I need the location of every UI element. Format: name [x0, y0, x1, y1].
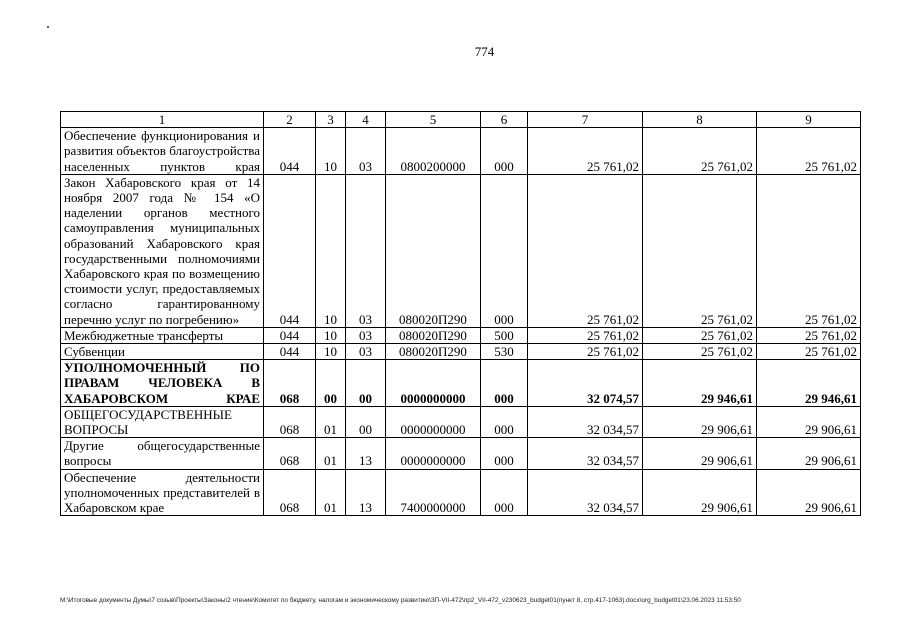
cell-code: 068 [264, 360, 316, 407]
table-row [61, 469, 861, 516]
scan-speck [47, 26, 49, 28]
cell-subsection: 00 [346, 360, 386, 407]
row-name: ОБЩЕГОСУДАРСТВЕННЫЕ ВОПРОСЫ [61, 406, 264, 437]
row-name: УПОЛНОМОЧЕННЫЙ ПО ПРАВАМ ЧЕЛОВЕКА В ХАБАРОВСКОМ КРАЕ [61, 360, 264, 407]
row-name: Обеспечение функционирования и развития объектов благоустройства населенных пунктов края [61, 128, 264, 175]
cell-section: 10 [316, 174, 346, 327]
cell-amount-2: 25 761,02 [643, 174, 757, 327]
cell-target: 0000000000 [386, 438, 481, 469]
cell-code: 068 [264, 406, 316, 437]
row-name: Обеспечение деятельности уполномоченных представителей в Хабаровском крае [61, 469, 264, 516]
cell-section: 01 [316, 406, 346, 437]
cell-section: 10 [316, 344, 346, 360]
cell-section: 10 [316, 128, 346, 175]
cell-amount-3: 29 946,61 [757, 360, 861, 407]
cell-subsection: 13 [346, 438, 386, 469]
cell-amount-3: 25 761,02 [757, 128, 861, 175]
cell-subsection: 03 [346, 174, 386, 327]
cell-amount-1: 32 034,57 [528, 469, 643, 516]
cell-amount-2: 29 906,61 [643, 406, 757, 437]
cell-code: 068 [264, 469, 316, 516]
row-name: Другие общегосударственные вопросы [61, 438, 264, 469]
cell-subsection: 13 [346, 469, 386, 516]
cell-amount-1: 32 074,57 [528, 360, 643, 407]
cell-amount-2: 29 906,61 [643, 469, 757, 516]
col-header: 1 [61, 112, 264, 128]
cell-code: 044 [264, 128, 316, 175]
cell-amount-3: 29 906,61 [757, 469, 861, 516]
cell-amount-2: 25 761,02 [643, 128, 757, 175]
cell-amount-2: 29 946,61 [643, 360, 757, 407]
table-row [61, 438, 861, 469]
cell-expense-type: 530 [481, 344, 528, 360]
col-header: 5 [386, 112, 481, 128]
cell-amount-3: 25 761,02 [757, 327, 861, 343]
cell-amount-2: 29 906,61 [643, 438, 757, 469]
cell-subsection: 00 [346, 406, 386, 437]
col-header: 3 [316, 112, 346, 128]
cell-amount-1: 25 761,02 [528, 344, 643, 360]
table-row [61, 406, 861, 437]
cell-amount-3: 25 761,02 [757, 344, 861, 360]
cell-section: 10 [316, 327, 346, 343]
table-row [61, 174, 861, 327]
cell-target: 080020П290 [386, 327, 481, 343]
col-header: 8 [643, 112, 757, 128]
cell-target: 080020П290 [386, 344, 481, 360]
row-name: Межбюджетные трансферты [61, 327, 264, 343]
col-header: 9 [757, 112, 861, 128]
cell-section: 00 [316, 360, 346, 407]
cell-expense-type: 000 [481, 174, 528, 327]
cell-expense-type: 500 [481, 327, 528, 343]
col-header: 6 [481, 112, 528, 128]
cell-code: 044 [264, 174, 316, 327]
cell-expense-type: 000 [481, 128, 528, 175]
row-name: Субвенции [61, 344, 264, 360]
budget-table [60, 111, 861, 516]
cell-amount-1: 32 034,57 [528, 406, 643, 437]
cell-expense-type: 000 [481, 406, 528, 437]
page-number: 774 [474, 44, 495, 59]
cell-subsection: 03 [346, 327, 386, 343]
cell-expense-type: 000 [481, 360, 528, 407]
cell-expense-type: 000 [481, 469, 528, 516]
cell-amount-3: 29 906,61 [757, 438, 861, 469]
cell-subsection: 03 [346, 344, 386, 360]
cell-target: 0000000000 [386, 406, 481, 437]
cell-code: 068 [264, 438, 316, 469]
cell-target: 0000000000 [386, 360, 481, 407]
cell-section: 01 [316, 469, 346, 516]
table-row [61, 327, 861, 343]
cell-amount-1: 25 761,02 [528, 174, 643, 327]
cell-code: 044 [264, 327, 316, 343]
cell-target: 0800200000 [386, 128, 481, 175]
cell-amount-1: 32 034,57 [528, 438, 643, 469]
cell-amount-2: 25 761,02 [643, 344, 757, 360]
cell-expense-type: 000 [481, 438, 528, 469]
col-header: 4 [346, 112, 386, 128]
table-row [61, 344, 861, 360]
cell-amount-2: 25 761,02 [643, 327, 757, 343]
cell-amount-1: 25 761,02 [528, 327, 643, 343]
cell-code: 044 [264, 344, 316, 360]
col-header: 7 [528, 112, 643, 128]
col-header: 2 [264, 112, 316, 128]
table-row [61, 128, 861, 175]
header-row [61, 112, 861, 128]
cell-section: 01 [316, 438, 346, 469]
row-name: Закон Хабаровского края от 14 ноября 2007 года № 154 «О наделении органов местного самоуправления муниципальных образований Хабаровского края государственными полномочиями Хабаровского края по возмещению стоимости услуг, предоставляемых согласно гарантированному перечню услуг по погребению» [61, 174, 264, 327]
table-row [61, 360, 861, 407]
cell-amount-3: 29 906,61 [757, 406, 861, 437]
file-path-footer: M:\Итоговые документы Думы\7 созыв\Проекты\Законы\2 чтение\Комитет по бюджету, налогам и экономическому развитию\ЗП-VII-472\пр2_VII-472_v230623_budget01(пункт 8, стр.417-1063).docx\org_budget01\23.06.2023 11:53:50 [60, 597, 741, 604]
cell-target: 7400000000 [386, 469, 481, 516]
cell-amount-3: 25 761,02 [757, 174, 861, 327]
cell-amount-1: 25 761,02 [528, 128, 643, 175]
cell-subsection: 03 [346, 128, 386, 175]
cell-target: 080020П290 [386, 174, 481, 327]
